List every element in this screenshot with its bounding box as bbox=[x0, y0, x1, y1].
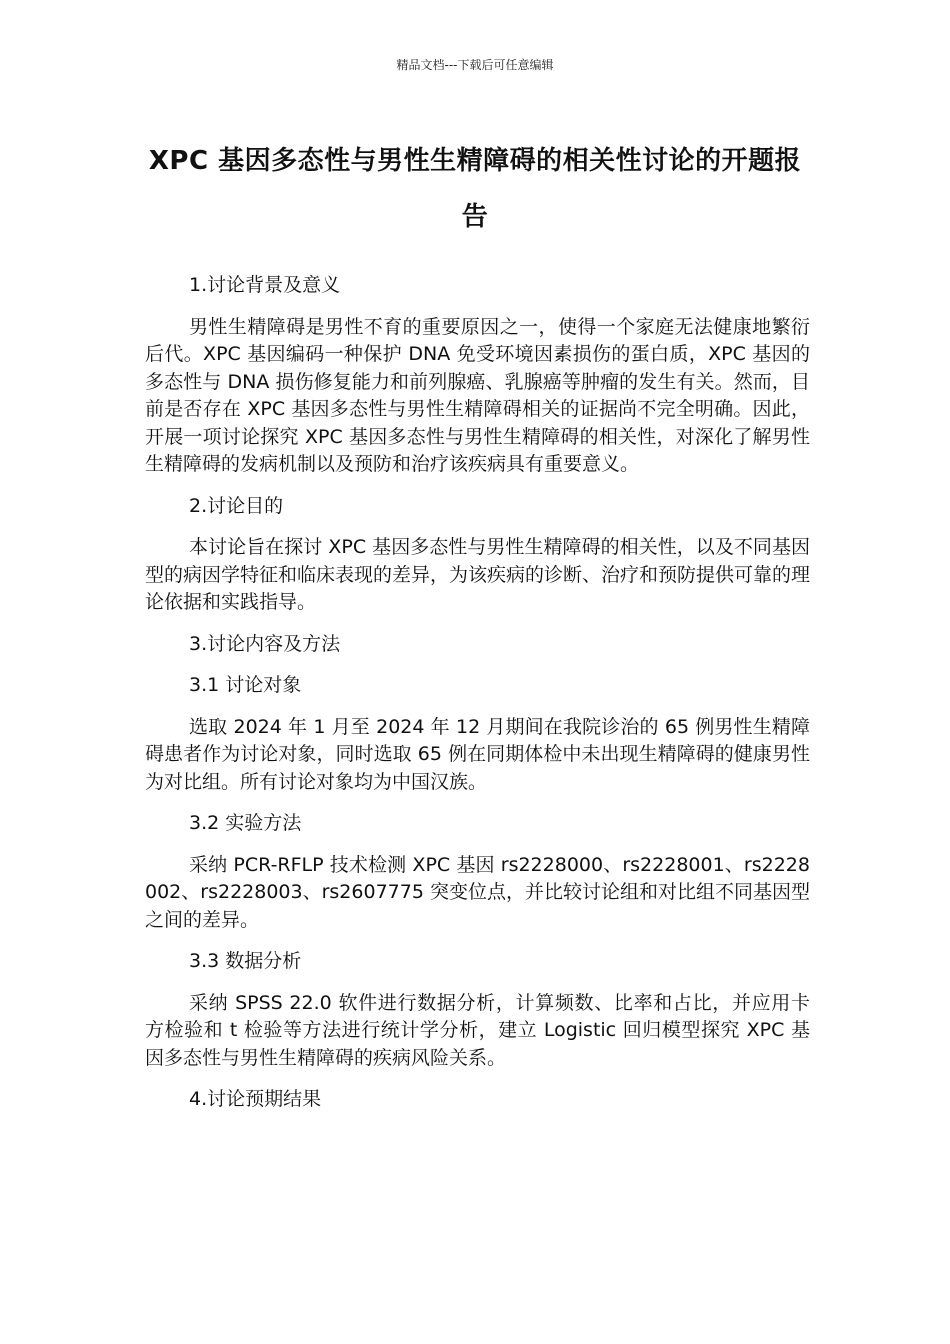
section-heading-experiment-methods: 3.2 实验方法 bbox=[189, 812, 302, 834]
header-note: 精品文档---下载后可任意编辑 bbox=[396, 58, 554, 72]
section-heading-data-analysis: 3.3 数据分析 bbox=[189, 950, 302, 972]
document-body bbox=[145, 272, 810, 1128]
section-heading-content-methods: 3.讨论内容及方法 bbox=[189, 632, 341, 655]
paragraph-data-analysis: 采纳 SPSS 22.0 软件进行数据分析，计算频数、比率和占比，并应用卡方检验和 t 检验等方法进行统计学分析，建立 Logistic 回归模型探究 XPC 基因多态性与男性生精障碍的疾病风险关系。 bbox=[145, 991, 810, 1069]
section-heading-subjects: 3.1 讨论对象 bbox=[189, 674, 302, 696]
section-heading-background: 1.讨论背景及意义 bbox=[189, 274, 341, 296]
section-heading-purpose: 2.讨论目的 bbox=[189, 494, 284, 517]
paragraph-experiment-methods: 采纳 PCR-RFLP 技术检测 XPC 基因 rs2228000、rs2228001、rs2228002、rs2228003、rs2607775 突变位点，并比较讨论组和对比组不同基因型之间的差异。 bbox=[145, 853, 810, 931]
document-title: XPC 基因多态性与男性生精障碍的相关性讨论的开题报告 bbox=[148, 146, 802, 232]
paragraph-purpose: 本讨论旨在探讨 XPC 基因多态性与男性生精障碍的相关性，以及不同基因型的病因学特征和临床表现的差异，为该疾病的诊断、治疗和预防提供可靠的理论依据和实践指导。 bbox=[145, 536, 811, 613]
paragraph-background: 男性生精障碍是男性不育的重要原因之一，使得一个家庭无法健康地繁衍后代。XPC 基因编码一种保护 DNA 免受环境因素损伤的蛋白质，XPC 基因的多态性与 DNA 损伤修复能力和前列腺癌、乳腺癌等肿瘤的发生有关。然而，目前是否存在 XPC 基因多态性与男性生精障碍相关的证据尚不完全明确。因此，开展一项讨论探究 XPC 基因多态性与男性生精障碍的相关性，对深化了解男性生精障碍的发病机制以及预防和治疗该疾病具有重要意义。 bbox=[145, 315, 810, 475]
paragraph-subjects: 选取 2024 年 1 月至 2024 年 12 月期间在我院诊治的 65 例男性生精障碍患者作为讨论对象，同时选取 65 例在同期体检中未出现生精障碍的健康男性为对比组。所有讨论对象均为中国汉族。 bbox=[145, 715, 810, 793]
section-heading-expected-results: 4.讨论预期结果 bbox=[189, 1088, 322, 1110]
